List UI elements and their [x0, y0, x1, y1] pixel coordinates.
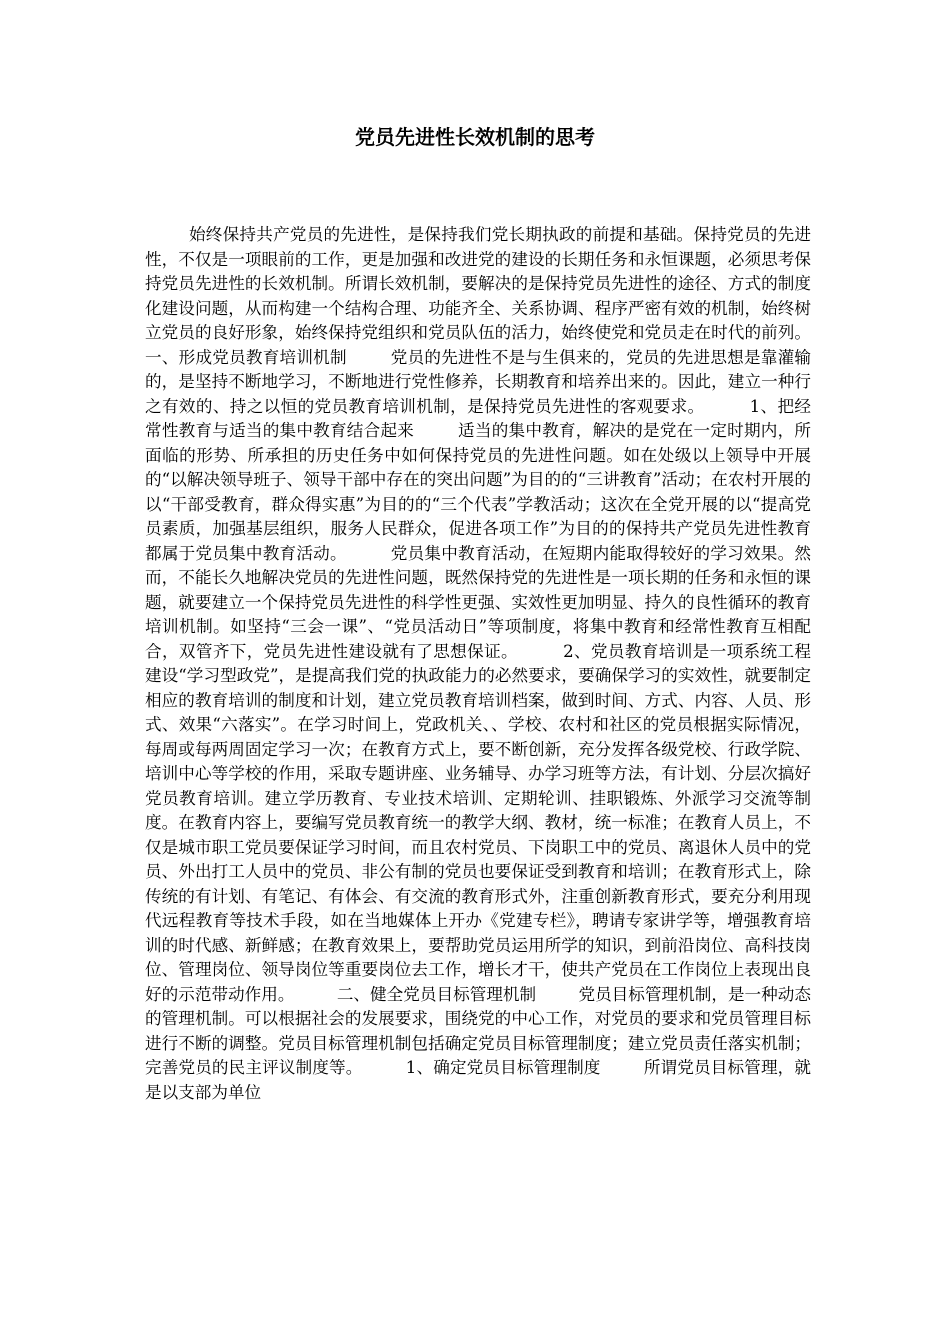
document-title: 党员先进性长效机制的思考 [355, 125, 595, 149]
document-body: 始终保持共产党员的先进性，是保持我们党长期执政的前提和基础。保持党员的先进性，不仅是一项眼前的工作，更是加强和改进党的建设的长期任务和永恒课题，必须思考保持党员先进性的长效机制。所谓长效机制，要解决的是保持党员先进性的途径、方式的制度化建设问题，从而构建一个结构合理、功能齐全、关系协调、程序严密有效的机制，始终树立党员的良好形象，始终保持党组织和党员队伍的活力，始终使党和党员走在时代的前列。 一、形成党员教育培训机制 党员的先进性不是与生俱来的，党员的先进思想是靠灌输的，是坚持不断地学习，不断地进行党性修养，长期教育和培养出来的。因此，建立一种行之有效的、持之以恒的党员教育培训机制，是保持党员先进性的客观要求。 1、把经常性教育与适当的集中教育结合起来 适当的集中教育，解决的是党在一定时期内，所面临的形势、所承担的历史任务中如何保持党员的先进性问题。如在处级以上领导中开展的“以解决领导班子、领导干部中存在的突出问题”为目的的“三讲教育”活动；在农村开展的以“干部受教育，群众得实惠”为目的的“三个代表”学教活动；这次在全党开展的以“提高党员素质，加强基层组织，服务人民群众，促进各项工作”为目的的保持共产党员先进性教育都属于党员集中教育活动。 党员集中教育活动，在短期内能取得较好的学习效果。然而，不能长久地解决党员的先进性问题，既然保持党的先进性是一项长期的任务和永恒的课题，就要建立一个保持党员先进性的科学性更强、实效性更加明显、持久的良性循环的教育培训机制。如坚持“三会一课”、“党员活动日”等项制度，将集中教育和经常性教育互相配合，双管齐下，党员先进性建设就有了思想保证。 2、党员教育培训是一项系统工程 建设“学习型政党”，是提高我们党的执政能力的必然要求，要确保学习的实效性，就要制定相应的教育培训的制度和计划，建立党员教育培训档案，做到时间、方式、内容、人员、形式、效果“六落实”。在学习时间上，党政机关、、学校、农村和社区的党员根据实际情况，每周或每两周固定学习一次；在教育方式上，要不断创新，充分发挥各级党校、行政学院、培训中心等学校的作用，采取专题讲座、业务辅导、办学习班等方法，有计划、分层次搞好党员教育培训。建立学历教育、专业技术培训、定期轮训、挂职锻炼、外派学习交流等制度。在教育内容上，要编写党员教育统一的教学大纲、教材，统一标准；在教育人员上，不仅是城市职工党员要保证学习时间，而且农村党员、下岗职工中的党员、离退休人员中的党员、外出打工人员中的党员、非公有制的党员也要保证受到教育和培训；在教育形式上，除传统的有计划、有笔记、有体会、有交流的教育形式外，注重创新教育形式，要充分利用现代远程教育等技术手段，如在当地媒体上开办《党建专栏》，聘请专家讲学等，增强教育培训的时代感、新鲜感；在教育效果上，要帮助党员运用所学的知识，到前沿岗位、高科技岗位、管理岗位、领导岗位等重要岗位去工作，增长才干，使共产党员在工作岗位上表现出良好的示范带动作用。 二、健全党员目标管理机制 党员目标管理机制，是一种动态的管理机制。可以根据社会的发展要求，围绕党的中心工作，对党员的要求和党员管理目标进行不断的调整。党员目标管理机制包括确定党员目标管理制度；建立党员责任落实机制；完善党员的民主评议制度等。 1、确定党员目标管理制度 所谓党员目标管理，就是以支部为单位 [145, 225, 875, 1102]
